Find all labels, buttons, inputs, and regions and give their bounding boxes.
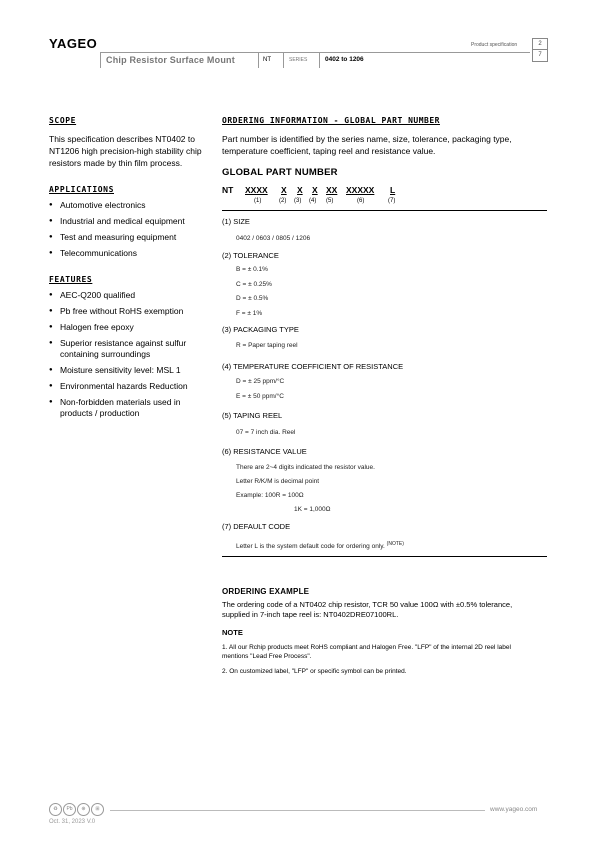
scope-title: SCOPE — [49, 116, 77, 125]
page-current: 2 — [538, 41, 542, 47]
tolerance-item: F = ± 1% — [236, 310, 263, 317]
list-item: ● Environmental hazards Reduction — [49, 381, 211, 392]
pn-index: (2) — [279, 198, 287, 204]
header-divider — [100, 52, 101, 68]
list-item: ● Moisture sensitivity level: MSL 1 — [49, 365, 211, 376]
applications-title: APPLICATIONS — [49, 185, 114, 194]
product-title: Chip Resistor Surface Mount — [106, 55, 235, 65]
pn-part: L — [390, 185, 396, 195]
list-item: ● Automotive electronics — [49, 200, 211, 211]
pn-part: X — [297, 185, 303, 195]
size-range: 0402 to 1206 — [325, 56, 364, 63]
list-item: ● Non-forbidden materials used in products / production — [49, 397, 211, 419]
ordering-intro: Part number is identified by the series name, size, tolerance, packaging type, temperature coefficient, taping reel and resistance value. — [222, 134, 512, 156]
list-item: ● Pb free without RoHS exemption — [49, 306, 211, 317]
default-text: Letter L is the system default code for ordering only. — [236, 543, 385, 551]
list-item: ● Superior resistance against sulfur containing surroundings — [49, 338, 211, 360]
footer-rule — [110, 810, 485, 811]
tcr-item: D = ± 25 ppm/°C — [236, 378, 285, 385]
pn-index: (6) — [357, 198, 365, 204]
series-label: SERIES — [289, 57, 308, 63]
scope-text: This specification describes NT0402 to NT1206 high precision-high stability chip resistors made by thin film process. — [49, 134, 202, 168]
pn-part: XXXXX — [346, 185, 375, 195]
series-code: NT — [263, 57, 271, 63]
resistance-line: Example: 100R = 100Ω — [236, 492, 304, 499]
pn-part: X — [281, 185, 287, 195]
page-indicator — [532, 38, 548, 62]
tolerance-heading: (2) TOLERANCE — [222, 251, 279, 260]
applications-list — [49, 200, 211, 259]
rohs-icon: ⊞ — [91, 803, 104, 816]
compliance-icon: ♻ — [49, 803, 62, 816]
packaging-heading: (3) PACKAGING TYPE — [222, 325, 299, 334]
example-text: The ordering code of a NT0402 chip resistor, TCR 50 value 100Ω with ±0.5% tolerance, supplied in 7-inch tape reel is: NT0402DRE07100RL. — [222, 600, 513, 619]
ordering-title: ORDERING INFORMATION - GLOBAL PART NUMBER — [222, 116, 440, 125]
list-item: ● Telecommunications — [49, 248, 211, 259]
pn-prefix: NT — [222, 185, 234, 195]
tcr-heading: (4) TEMPERATURE COEFFICIENT OF RESISTANCE — [222, 362, 404, 371]
default-note-ref: (NOTE) — [386, 541, 404, 547]
resistance-line: Letter R/K/M is decimal point — [236, 478, 320, 485]
note-item: 2. On customized label, "LFP" or specific symbol can be printed. — [222, 668, 407, 675]
pn-index: (7) — [388, 198, 396, 204]
left-column — [49, 116, 211, 424]
packaging-value: R = Paper taping reel — [236, 342, 298, 349]
halogen-free-icon: ⊕ — [77, 803, 90, 816]
note-item: 1. All our Rchip products meet RoHS compliant and Halogen Free. "LFP" of the internal 2D reel label mentions "Lead Free Process". — [222, 644, 511, 660]
pn-index: (5) — [326, 198, 334, 204]
header-divider — [319, 52, 320, 68]
header-rule — [100, 52, 530, 53]
header-divider — [258, 52, 259, 68]
reel-value: 07 = 7 inch dia. Reel — [236, 429, 296, 436]
size-heading: (1) SIZE — [222, 217, 250, 226]
pb-free-icon: Pb — [63, 803, 76, 816]
features-title: FEATURES — [49, 275, 93, 284]
header-divider — [283, 52, 284, 68]
pn-index: (1) — [254, 198, 262, 204]
tolerance-item: B = ± 0.1% — [236, 266, 268, 273]
pn-index: (3) — [294, 198, 302, 204]
default-value — [236, 541, 404, 550]
table-rule — [222, 556, 547, 557]
resistance-line: There are 2~4 digits indicated the resistor value. — [236, 464, 375, 471]
resistance-heading: (6) RESISTANCE VALUE — [222, 447, 307, 456]
example-title: ORDERING EXAMPLE — [222, 587, 310, 596]
default-heading: (7) DEFAULT CODE — [222, 522, 291, 531]
pn-part: X — [312, 185, 318, 195]
tolerance-item: C = ± 0.25% — [236, 281, 272, 288]
brand-logo: YAGEO — [49, 36, 98, 51]
spec-label: Product specification — [471, 42, 518, 48]
footer-url[interactable]: www.yageo.com — [490, 806, 538, 813]
pn-part: XXXX — [245, 185, 268, 195]
list-item: ● Test and measuring equipment — [49, 232, 211, 243]
page-total: 7 — [533, 49, 547, 60]
tcr-item: E = ± 50 ppm/°C — [236, 393, 284, 400]
footer-date: Oct. 31, 2023 V.0 — [49, 819, 96, 825]
tolerance-item: D = ± 0.5% — [236, 295, 269, 302]
list-item: ● Industrial and medical equipment — [49, 216, 211, 227]
list-item: ● AEC-Q200 qualified — [49, 290, 211, 301]
note-title: NOTE — [222, 628, 243, 637]
table-rule — [222, 210, 547, 211]
size-value: 0402 / 0603 / 0805 / 1206 — [236, 235, 311, 242]
pn-index: (4) — [309, 198, 317, 204]
list-item: ● Halogen free epoxy — [49, 322, 211, 333]
reel-heading: (5) TAPING REEL — [222, 411, 283, 420]
gpn-title: GLOBAL PART NUMBER — [222, 167, 338, 178]
pn-part: XX — [326, 185, 338, 195]
resistance-line: 1K = 1,000Ω — [294, 506, 331, 513]
features-list — [49, 290, 211, 419]
